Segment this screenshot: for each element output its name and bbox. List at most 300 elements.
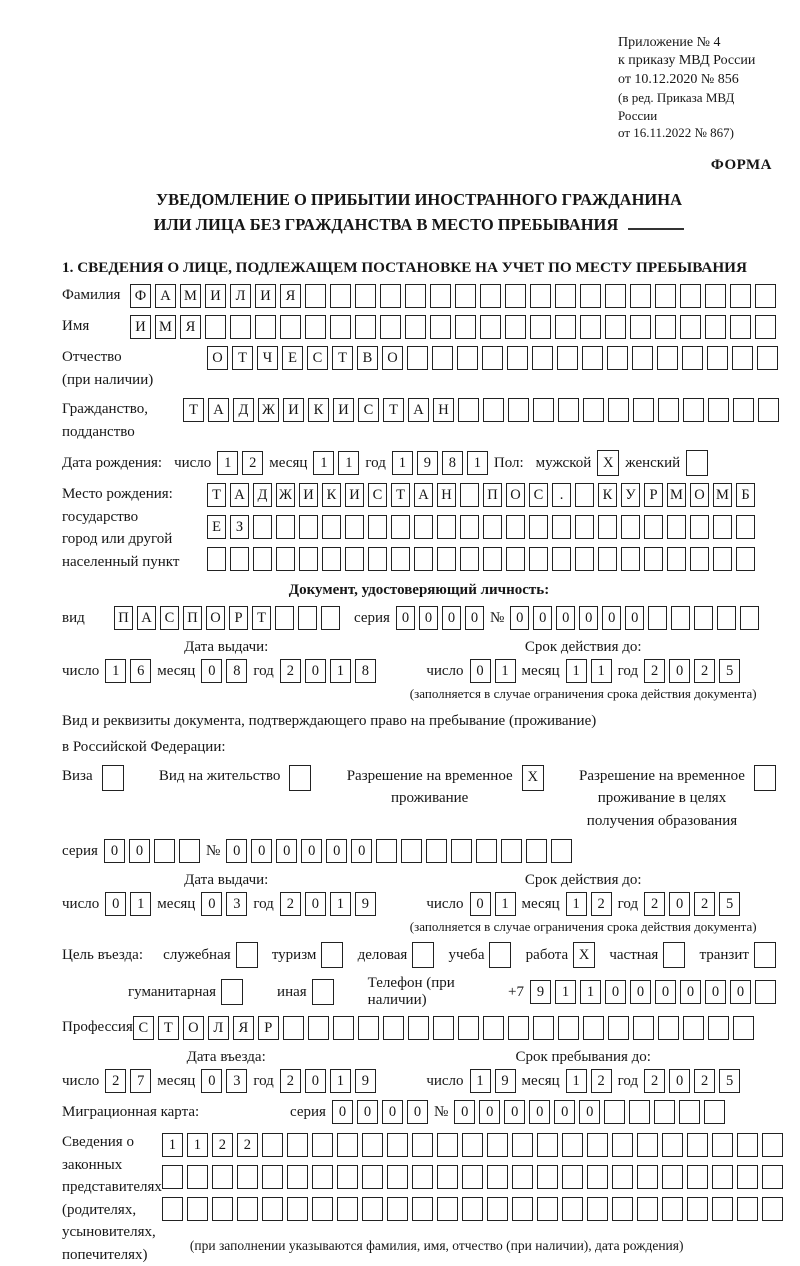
char-cell-empty[interactable] — [362, 1197, 383, 1221]
char-cell-filled[interactable]: А — [137, 606, 156, 630]
char-cell-filled[interactable]: Н — [437, 483, 456, 507]
char-cell-empty[interactable] — [683, 1016, 704, 1040]
char-cell-empty[interactable] — [755, 980, 776, 1004]
char-cell-empty[interactable] — [460, 547, 479, 571]
char-cell-empty[interactable] — [462, 1197, 483, 1221]
char-cell-filled[interactable]: 0 — [305, 1069, 326, 1093]
char-cell-empty[interactable] — [612, 1133, 633, 1157]
char-cell-empty[interactable] — [657, 346, 678, 370]
char-cell-filled[interactable]: 0 — [730, 980, 751, 1004]
char-cell-filled[interactable]: 0 — [357, 1100, 378, 1124]
char-cell-empty[interactable] — [362, 1165, 383, 1189]
char-cell-filled[interactable]: 1 — [162, 1133, 183, 1157]
char-cell-empty[interactable] — [487, 1197, 508, 1221]
char-cell-empty[interactable] — [533, 1016, 554, 1040]
char-cell-empty[interactable] — [712, 1133, 733, 1157]
char-cell-filled[interactable]: С — [529, 483, 548, 507]
purpose-work-checkbox[interactable] — [573, 942, 595, 968]
char-cell-empty[interactable] — [506, 547, 525, 571]
char-cell-empty[interactable] — [580, 284, 601, 308]
char-cell-empty[interactable] — [289, 765, 311, 791]
char-cell-filled[interactable]: О — [506, 483, 525, 507]
char-cell-empty[interactable] — [612, 1165, 633, 1189]
char-cell-empty[interactable] — [237, 1197, 258, 1221]
char-cell-empty[interactable] — [412, 942, 434, 968]
char-cell-empty[interactable] — [179, 839, 200, 863]
char-cell-filled[interactable]: 2 — [280, 1069, 301, 1093]
temp-permit-checkbox[interactable] — [522, 765, 544, 791]
char-cell-empty[interactable] — [458, 1016, 479, 1040]
char-cell-empty[interactable] — [330, 284, 351, 308]
char-cell-empty[interactable] — [708, 398, 729, 422]
char-cell-filled[interactable]: 8 — [442, 451, 463, 475]
char-cell-filled[interactable]: 2 — [591, 892, 612, 916]
char-cell-empty[interactable] — [687, 1197, 708, 1221]
char-cell-empty[interactable] — [460, 515, 479, 539]
char-cell-empty[interactable] — [305, 315, 326, 339]
char-cell-empty[interactable] — [405, 315, 426, 339]
char-cell-empty[interactable] — [512, 1165, 533, 1189]
char-cell-filled[interactable]: Р — [644, 483, 663, 507]
char-cell-filled[interactable]: 2 — [644, 892, 665, 916]
char-cell-filled[interactable]: X — [522, 765, 544, 791]
char-cell-empty[interactable] — [508, 398, 529, 422]
char-cell-filled[interactable]: 5 — [719, 659, 740, 683]
char-cell-filled[interactable]: 0 — [470, 892, 491, 916]
char-cell-empty[interactable] — [712, 1165, 733, 1189]
char-cell-filled[interactable]: 2 — [237, 1133, 258, 1157]
char-cell-filled[interactable]: К — [322, 483, 341, 507]
char-cell-filled[interactable]: М — [180, 284, 201, 308]
char-cell-empty[interactable] — [383, 1016, 404, 1040]
char-cell-filled[interactable]: С — [368, 483, 387, 507]
char-cell-filled[interactable]: 0 — [602, 606, 621, 630]
char-cell-empty[interactable] — [654, 1100, 675, 1124]
char-cell-empty[interactable] — [632, 346, 653, 370]
char-cell-empty[interactable] — [690, 515, 709, 539]
char-cell-empty[interactable] — [740, 606, 759, 630]
char-cell-empty[interactable] — [655, 284, 676, 308]
char-cell-filled[interactable]: 0 — [129, 839, 150, 863]
char-cell-filled[interactable]: 0 — [407, 1100, 428, 1124]
char-cell-filled[interactable]: У — [621, 483, 640, 507]
purpose-tourism-checkbox[interactable] — [321, 942, 343, 968]
char-cell-empty[interactable] — [679, 1100, 700, 1124]
char-cell-filled[interactable]: 1 — [566, 1069, 587, 1093]
char-cell-filled[interactable]: Н — [433, 398, 454, 422]
char-cell-filled[interactable]: 1 — [467, 451, 488, 475]
char-cell-empty[interactable] — [754, 942, 776, 968]
char-cell-filled[interactable]: 0 — [454, 1100, 475, 1124]
char-cell-filled[interactable]: 0 — [442, 606, 461, 630]
char-cell-empty[interactable] — [321, 606, 340, 630]
char-cell-empty[interactable] — [587, 1165, 608, 1189]
char-cell-empty[interactable] — [737, 1197, 758, 1221]
char-cell-filled[interactable]: 0 — [630, 980, 651, 1004]
char-cell-empty[interactable] — [376, 839, 397, 863]
char-cell-filled[interactable]: 1 — [330, 659, 351, 683]
char-cell-empty[interactable] — [644, 515, 663, 539]
char-cell-empty[interactable] — [408, 1016, 429, 1040]
char-cell-empty[interactable] — [483, 515, 502, 539]
char-cell-filled[interactable]: 0 — [533, 606, 552, 630]
char-cell-filled[interactable]: М — [713, 483, 732, 507]
char-cell-filled[interactable]: 1 — [330, 892, 351, 916]
char-cell-filled[interactable]: 1 — [591, 659, 612, 683]
char-cell-empty[interactable] — [730, 284, 751, 308]
char-cell-empty[interactable] — [187, 1197, 208, 1221]
char-cell-filled[interactable]: 0 — [669, 892, 690, 916]
char-cell-empty[interactable] — [551, 839, 572, 863]
char-cell-empty[interactable] — [262, 1133, 283, 1157]
char-cell-empty[interactable] — [508, 1016, 529, 1040]
char-cell-empty[interactable] — [430, 315, 451, 339]
char-cell-empty[interactable] — [762, 1197, 783, 1221]
char-cell-empty[interactable] — [605, 315, 626, 339]
char-cell-empty[interactable] — [662, 1133, 683, 1157]
char-cell-empty[interactable] — [562, 1133, 583, 1157]
char-cell-empty[interactable] — [704, 1100, 725, 1124]
char-cell-filled[interactable]: К — [308, 398, 329, 422]
char-cell-empty[interactable] — [736, 515, 755, 539]
char-cell-filled[interactable]: 2 — [105, 1069, 126, 1093]
char-cell-filled[interactable]: 1 — [105, 659, 126, 683]
char-cell-filled[interactable]: О — [207, 346, 228, 370]
char-cell-empty[interactable] — [287, 1133, 308, 1157]
char-cell-empty[interactable] — [391, 515, 410, 539]
char-cell-filled[interactable]: Ж — [258, 398, 279, 422]
char-cell-filled[interactable]: Д — [233, 398, 254, 422]
char-cell-empty[interactable] — [287, 1197, 308, 1221]
char-cell-filled[interactable]: 0 — [104, 839, 125, 863]
char-cell-empty[interactable] — [345, 547, 364, 571]
char-cell-empty[interactable] — [237, 1165, 258, 1189]
char-cell-filled[interactable]: Л — [208, 1016, 229, 1040]
char-cell-empty[interactable] — [437, 1165, 458, 1189]
char-cell-empty[interactable] — [506, 515, 525, 539]
char-cell-empty[interactable] — [552, 547, 571, 571]
char-cell-filled[interactable]: Т — [232, 346, 253, 370]
char-cell-filled[interactable]: 0 — [332, 1100, 353, 1124]
char-cell-filled[interactable]: Л — [230, 284, 251, 308]
char-cell-empty[interactable] — [583, 1016, 604, 1040]
char-cell-empty[interactable] — [648, 606, 667, 630]
char-cell-empty[interactable] — [221, 979, 243, 1005]
char-cell-empty[interactable] — [430, 284, 451, 308]
char-cell-filled[interactable]: А — [230, 483, 249, 507]
char-cell-empty[interactable] — [380, 315, 401, 339]
char-cell-empty[interactable] — [253, 515, 272, 539]
char-cell-filled[interactable]: 0 — [382, 1100, 403, 1124]
char-cell-empty[interactable] — [412, 1133, 433, 1157]
char-cell-filled[interactable]: 0 — [479, 1100, 500, 1124]
char-cell-empty[interactable] — [605, 284, 626, 308]
char-cell-filled[interactable]: 8 — [226, 659, 247, 683]
char-cell-filled[interactable]: 1 — [495, 659, 516, 683]
char-cell-empty[interactable] — [555, 284, 576, 308]
char-cell-filled[interactable]: И — [345, 483, 364, 507]
char-cell-filled[interactable]: 5 — [719, 892, 740, 916]
char-cell-empty[interactable] — [437, 515, 456, 539]
char-cell-empty[interactable] — [755, 315, 776, 339]
char-cell-empty[interactable] — [312, 1133, 333, 1157]
char-cell-filled[interactable]: П — [483, 483, 502, 507]
gender-male-checkbox[interactable] — [597, 450, 619, 476]
char-cell-filled[interactable]: Я — [280, 284, 301, 308]
char-cell-empty[interactable] — [358, 1016, 379, 1040]
char-cell-empty[interactable] — [529, 547, 548, 571]
char-cell-empty[interactable] — [483, 398, 504, 422]
char-cell-filled[interactable]: 1 — [217, 451, 238, 475]
char-cell-filled[interactable]: 9 — [530, 980, 551, 1004]
char-cell-empty[interactable] — [671, 606, 690, 630]
char-cell-filled[interactable]: Ф — [130, 284, 151, 308]
char-cell-filled[interactable]: 0 — [396, 606, 415, 630]
char-cell-empty[interactable] — [762, 1133, 783, 1157]
char-cell-empty[interactable] — [308, 1016, 329, 1040]
char-cell-empty[interactable] — [414, 515, 433, 539]
char-cell-empty[interactable] — [633, 398, 654, 422]
char-cell-empty[interactable] — [262, 1165, 283, 1189]
char-cell-empty[interactable] — [487, 1165, 508, 1189]
char-cell-filled[interactable]: Е — [282, 346, 303, 370]
char-cell-empty[interactable] — [205, 315, 226, 339]
char-cell-empty[interactable] — [337, 1133, 358, 1157]
char-cell-filled[interactable]: М — [667, 483, 686, 507]
char-cell-empty[interactable] — [736, 547, 755, 571]
char-cell-empty[interactable] — [333, 1016, 354, 1040]
char-cell-empty[interactable] — [298, 606, 317, 630]
char-cell-empty[interactable] — [458, 398, 479, 422]
char-cell-empty[interactable] — [362, 1133, 383, 1157]
char-cell-empty[interactable] — [312, 979, 334, 1005]
char-cell-empty[interactable] — [637, 1133, 658, 1157]
char-cell-filled[interactable]: И — [283, 398, 304, 422]
char-cell-empty[interactable] — [598, 547, 617, 571]
char-cell-empty[interactable] — [368, 515, 387, 539]
char-cell-empty[interactable] — [630, 315, 651, 339]
char-cell-filled[interactable]: 9 — [355, 1069, 376, 1093]
char-cell-filled[interactable]: 0 — [669, 1069, 690, 1093]
char-cell-filled[interactable]: 2 — [280, 892, 301, 916]
char-cell-empty[interactable] — [612, 1197, 633, 1221]
char-cell-filled[interactable]: . — [552, 483, 571, 507]
char-cell-filled[interactable]: И — [255, 284, 276, 308]
char-cell-empty[interactable] — [713, 515, 732, 539]
char-cell-empty[interactable] — [713, 547, 732, 571]
char-cell-empty[interactable] — [630, 284, 651, 308]
char-cell-empty[interactable] — [686, 450, 708, 476]
char-cell-empty[interactable] — [755, 284, 776, 308]
char-cell-empty[interactable] — [637, 1165, 658, 1189]
char-cell-filled[interactable]: О — [206, 606, 225, 630]
char-cell-empty[interactable] — [658, 398, 679, 422]
char-cell-empty[interactable] — [262, 1197, 283, 1221]
char-cell-filled[interactable]: 7 — [130, 1069, 151, 1093]
char-cell-empty[interactable] — [162, 1165, 183, 1189]
char-cell-filled[interactable]: А — [408, 398, 429, 422]
char-cell-filled[interactable]: 5 — [719, 1069, 740, 1093]
char-cell-empty[interactable] — [537, 1133, 558, 1157]
char-cell-empty[interactable] — [737, 1165, 758, 1189]
char-cell-filled[interactable]: 0 — [579, 606, 598, 630]
char-cell-filled[interactable]: 2 — [644, 1069, 665, 1093]
char-cell-filled[interactable]: 1 — [338, 451, 359, 475]
char-cell-filled[interactable]: Я — [233, 1016, 254, 1040]
char-cell-empty[interactable] — [732, 346, 753, 370]
char-cell-empty[interactable] — [299, 515, 318, 539]
char-cell-filled[interactable]: 2 — [280, 659, 301, 683]
char-cell-empty[interactable] — [532, 346, 553, 370]
char-cell-empty[interactable] — [437, 1197, 458, 1221]
char-cell-filled[interactable]: П — [183, 606, 202, 630]
char-cell-filled[interactable]: 2 — [212, 1133, 233, 1157]
char-cell-empty[interactable] — [482, 346, 503, 370]
char-cell-empty[interactable] — [253, 547, 272, 571]
char-cell-filled[interactable]: 0 — [251, 839, 272, 863]
char-cell-filled[interactable]: И — [205, 284, 226, 308]
char-cell-empty[interactable] — [683, 398, 704, 422]
char-cell-filled[interactable]: 0 — [326, 839, 347, 863]
char-cell-empty[interactable] — [737, 1133, 758, 1157]
char-cell-filled[interactable]: 0 — [504, 1100, 525, 1124]
char-cell-filled[interactable]: И — [130, 315, 151, 339]
char-cell-empty[interactable] — [337, 1165, 358, 1189]
char-cell-empty[interactable] — [455, 284, 476, 308]
char-cell-filled[interactable]: А — [208, 398, 229, 422]
char-cell-empty[interactable] — [637, 1197, 658, 1221]
char-cell-empty[interactable] — [321, 942, 343, 968]
char-cell-empty[interactable] — [276, 515, 295, 539]
char-cell-empty[interactable] — [730, 315, 751, 339]
purpose-transit-checkbox[interactable] — [754, 942, 776, 968]
char-cell-filled[interactable]: 8 — [355, 659, 376, 683]
purpose-private-checkbox[interactable] — [663, 942, 685, 968]
char-cell-empty[interactable] — [682, 346, 703, 370]
char-cell-empty[interactable] — [401, 839, 422, 863]
char-cell-empty[interactable] — [505, 284, 526, 308]
char-cell-empty[interactable] — [236, 942, 258, 968]
char-cell-filled[interactable]: 0 — [705, 980, 726, 1004]
purpose-other-checkbox[interactable] — [312, 979, 334, 1005]
char-cell-empty[interactable] — [687, 1133, 708, 1157]
char-cell-filled[interactable]: Ч — [257, 346, 278, 370]
char-cell-empty[interactable] — [487, 1133, 508, 1157]
char-cell-filled[interactable]: Д — [253, 483, 272, 507]
char-cell-empty[interactable] — [533, 398, 554, 422]
char-cell-filled[interactable]: 2 — [591, 1069, 612, 1093]
char-cell-empty[interactable] — [432, 346, 453, 370]
char-cell-empty[interactable] — [680, 284, 701, 308]
char-cell-empty[interactable] — [687, 1165, 708, 1189]
char-cell-filled[interactable]: С — [133, 1016, 154, 1040]
char-cell-filled[interactable]: 0 — [201, 1069, 222, 1093]
char-cell-filled[interactable]: 0 — [605, 980, 626, 1004]
char-cell-empty[interactable] — [604, 1100, 625, 1124]
char-cell-filled[interactable]: Т — [332, 346, 353, 370]
char-cell-filled[interactable]: Р — [229, 606, 248, 630]
char-cell-filled[interactable]: Т — [183, 398, 204, 422]
char-cell-empty[interactable] — [717, 606, 736, 630]
char-cell-empty[interactable] — [437, 1133, 458, 1157]
char-cell-empty[interactable] — [230, 315, 251, 339]
char-cell-filled[interactable]: 0 — [465, 606, 484, 630]
char-cell-empty[interactable] — [694, 606, 713, 630]
char-cell-empty[interactable] — [680, 315, 701, 339]
purpose-humanitarian-checkbox[interactable] — [221, 979, 243, 1005]
char-cell-empty[interactable] — [299, 547, 318, 571]
purpose-business-checkbox[interactable] — [412, 942, 434, 968]
char-cell-empty[interactable] — [414, 547, 433, 571]
char-cell-empty[interactable] — [280, 315, 301, 339]
char-cell-empty[interactable] — [667, 515, 686, 539]
char-cell-empty[interactable] — [480, 315, 501, 339]
char-cell-empty[interactable] — [582, 346, 603, 370]
residence-permit-checkbox[interactable] — [289, 765, 311, 791]
char-cell-empty[interactable] — [305, 284, 326, 308]
char-cell-filled[interactable]: 1 — [187, 1133, 208, 1157]
char-cell-filled[interactable]: 0 — [579, 1100, 600, 1124]
char-cell-filled[interactable]: Т — [158, 1016, 179, 1040]
char-cell-filled[interactable]: П — [114, 606, 133, 630]
char-cell-filled[interactable]: 1 — [580, 980, 601, 1004]
char-cell-filled[interactable]: Т — [207, 483, 226, 507]
char-cell-filled[interactable]: 3 — [226, 892, 247, 916]
char-cell-filled[interactable]: 2 — [242, 451, 263, 475]
char-cell-empty[interactable] — [483, 547, 502, 571]
char-cell-filled[interactable]: 2 — [694, 659, 715, 683]
char-cell-empty[interactable] — [663, 942, 685, 968]
char-cell-empty[interactable] — [462, 1165, 483, 1189]
char-cell-filled[interactable]: А — [414, 483, 433, 507]
char-cell-empty[interactable] — [712, 1197, 733, 1221]
char-cell-empty[interactable] — [621, 547, 640, 571]
char-cell-filled[interactable]: 0 — [226, 839, 247, 863]
char-cell-filled[interactable]: К — [598, 483, 617, 507]
char-cell-filled[interactable]: И — [299, 483, 318, 507]
char-cell-empty[interactable] — [387, 1197, 408, 1221]
char-cell-filled[interactable]: О — [183, 1016, 204, 1040]
char-cell-empty[interactable] — [667, 547, 686, 571]
char-cell-filled[interactable]: О — [690, 483, 709, 507]
char-cell-filled[interactable]: 0 — [556, 606, 575, 630]
char-cell-filled[interactable]: 1 — [495, 892, 516, 916]
char-cell-empty[interactable] — [426, 839, 447, 863]
char-cell-filled[interactable]: 2 — [694, 892, 715, 916]
char-cell-empty[interactable] — [530, 284, 551, 308]
char-cell-empty[interactable] — [330, 315, 351, 339]
char-cell-empty[interactable] — [662, 1197, 683, 1221]
char-cell-empty[interactable] — [405, 284, 426, 308]
char-cell-filled[interactable]: 1 — [313, 451, 334, 475]
char-cell-empty[interactable] — [558, 398, 579, 422]
char-cell-filled[interactable]: В — [357, 346, 378, 370]
char-cell-filled[interactable]: X — [597, 450, 619, 476]
char-cell-empty[interactable] — [762, 1165, 783, 1189]
char-cell-filled[interactable]: 0 — [669, 659, 690, 683]
char-cell-empty[interactable] — [462, 1133, 483, 1157]
char-cell-empty[interactable] — [529, 515, 548, 539]
char-cell-empty[interactable] — [187, 1165, 208, 1189]
char-cell-filled[interactable]: 0 — [105, 892, 126, 916]
char-cell-filled[interactable]: М — [155, 315, 176, 339]
char-cell-empty[interactable] — [633, 1016, 654, 1040]
char-cell-empty[interactable] — [387, 1165, 408, 1189]
char-cell-filled[interactable]: 0 — [510, 606, 529, 630]
char-cell-filled[interactable]: З — [230, 515, 249, 539]
char-cell-empty[interactable] — [537, 1165, 558, 1189]
char-cell-empty[interactable] — [575, 515, 594, 539]
